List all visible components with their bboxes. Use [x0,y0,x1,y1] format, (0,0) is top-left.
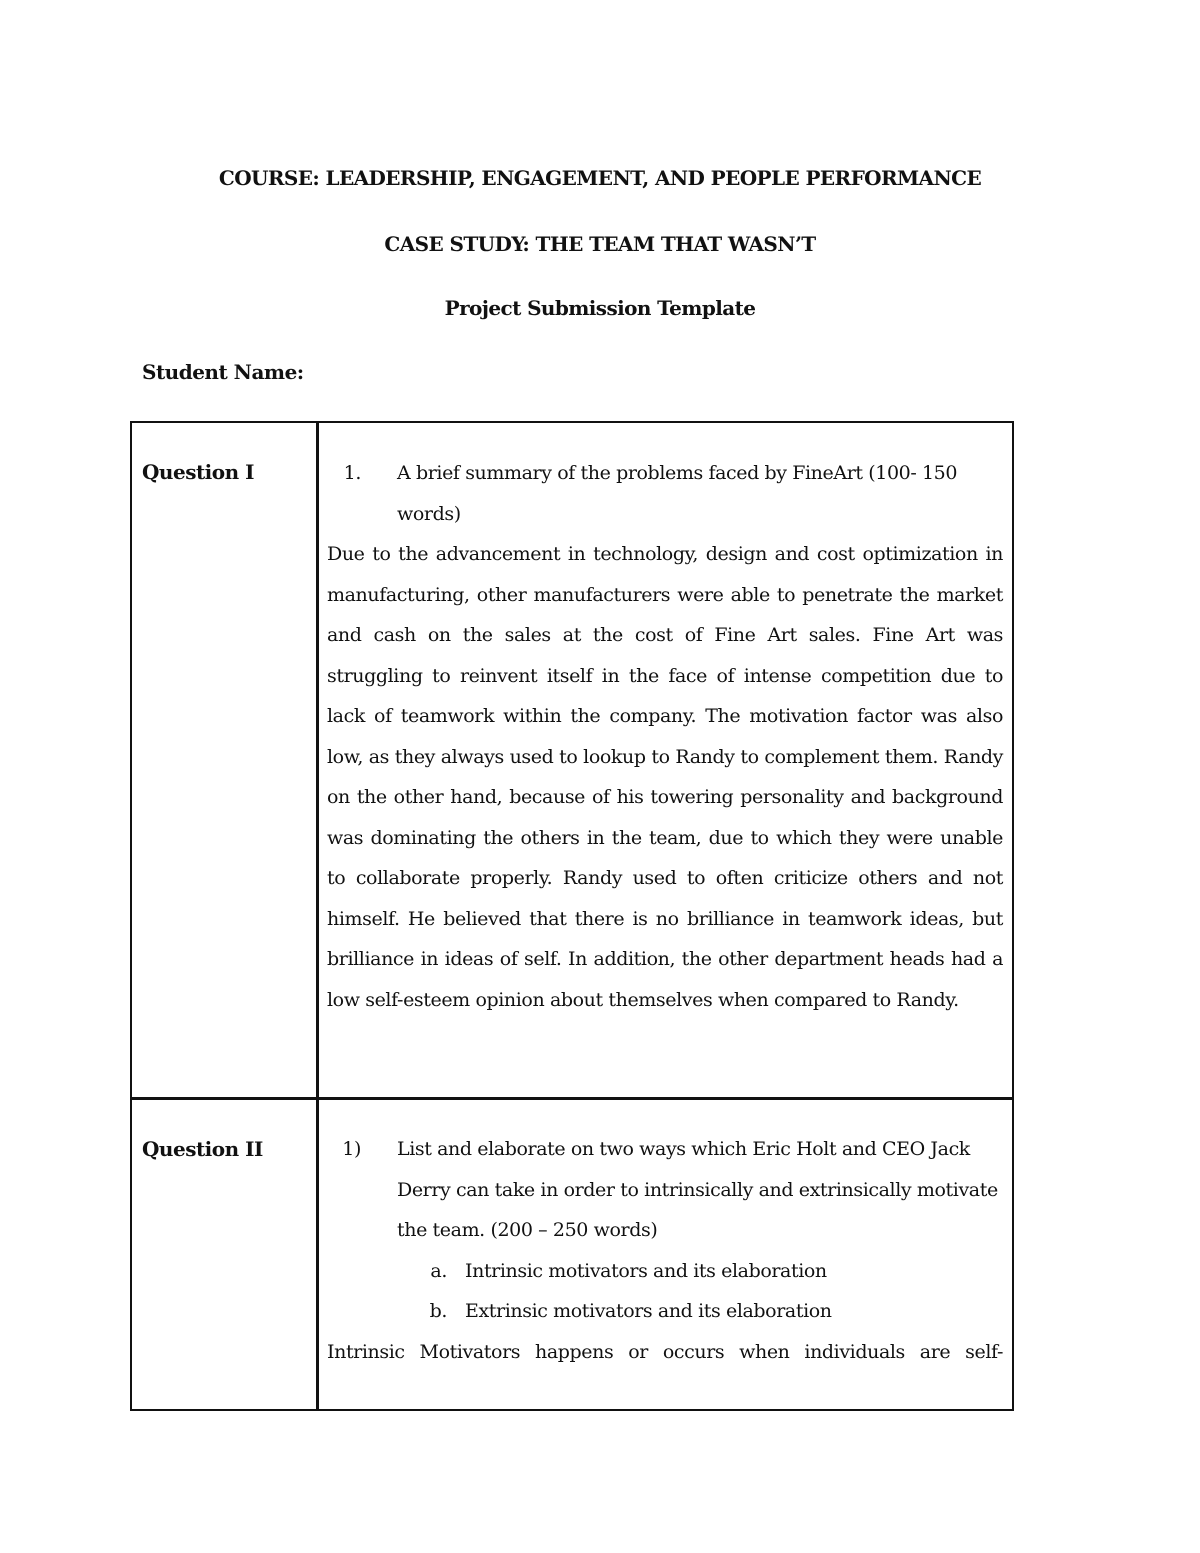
question-2-prompt-item [327,1129,1003,1251]
question-2-sub-item-a [427,1251,1003,1292]
sub-item-marker: b. [429,1300,447,1322]
question-2-prompt: List and elaborate on two ways which Eric Holt and CEO Jack Derry can take in order to intrinsically and extrinsically motivate the team. (200 – 250 words) [397,1138,998,1241]
question-1-content [327,453,1003,1020]
template-heading: Project Submission Template [444,296,756,320]
question-1-label: Question I [142,460,254,484]
question-2-label: Question II [142,1137,263,1161]
question-1-prompt-number: 1. [343,462,361,484]
question-1-prompt-item [327,453,1003,534]
question-2-sub-item-b [427,1291,1003,1332]
student-name-label: Student Name: [142,360,304,384]
sub-item-marker: a. [430,1259,447,1282]
case-study-heading: CASE STUDY: THE TEAM THAT WASN’T [384,232,816,256]
questions-table [130,421,1014,1411]
sub-item-text: Intrinsic motivators and its elaboration [465,1259,827,1282]
column-divider [316,423,319,1409]
sub-item-text: Extrinsic motivators and its elaboration [465,1300,832,1322]
row-divider [132,1097,1012,1100]
question-2-content [327,1129,1003,1372]
question-2-answer: Intrinsic Motivators happens or occurs when individuals are self- [327,1340,1003,1363]
question-2-prompt-number: 1) [342,1138,361,1160]
course-heading: COURSE: LEADERSHIP, ENGAGEMENT, AND PEOPLE PERFORMANCE [218,166,982,190]
question-1-answer: Due to the advancement in technology, design and cost optimization in manufacturing, other manufacturers were able to penetrate the market and cash on the sales at the cost of Fine Art sales. Fine Art was struggling to reinvent itself in the face of intense competition due to lack of teamwork within the company. The motivation factor was also low, as they always used to lookup to Randy to complement them. Randy on the other hand, because of his towering personality and background was dominating the others in the team, due to which they were unable to collaborate properly. Randy used to often criticize others and not himself. He believed that there is no brilliance in teamwork ideas, but brilliance in ideas of self. In addition, the other department heads had a low self-esteem opinion about themselves when compared to Randy. [327,543,1003,1011]
question-1-prompt: A brief summary of the problems faced by FineArt (100- 150 words) [397,462,958,525]
